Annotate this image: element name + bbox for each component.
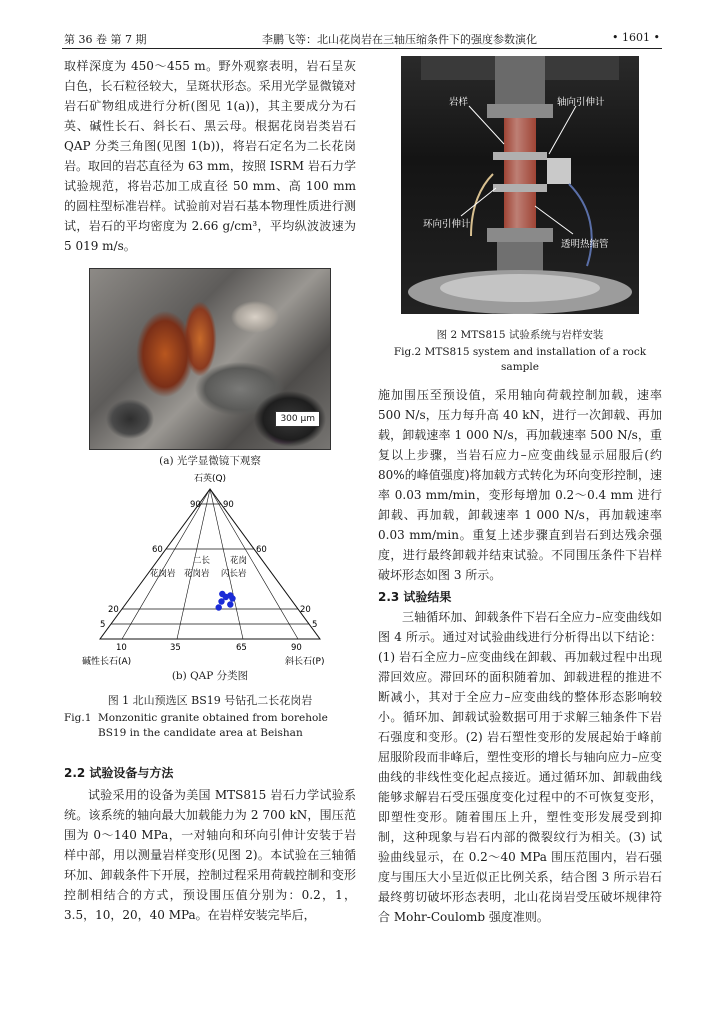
qap-label-90-left: 90 [190,500,201,510]
qap-label-60-right: 60 [256,545,267,555]
qap-field-grano-1: 花岗 [230,556,248,566]
label-heat-shrink-sleeve: 透明热缩管 [561,239,609,250]
section-2-3-title: 2.3 试验结果 [378,590,452,604]
running-title: 李鹏飞等：北山花岗岩在三轴压缩条件下的强度参数演化 [262,33,537,46]
section-2-2-text: 试验采用的设备为美国 MTS815 岩石力学试验系统。该系统的轴向最大加载能力为 2 700 kN，围压范围为 0～140 MPa，一对轴向和环向引伸计安装于岩样中部，用以测量岩样变形(见图 2)。本试验在三轴循环加、卸载条件下开展，控制过程采用荷载控制和变形控制相结合的方式，预设围压值分别为：0.2，1，3.5，10，20，40 MPa。在岩样安装完毕后， [64,788,356,922]
qap-sample-point-6 [216,604,222,610]
section-2-2-title: 2.2 试验设备与方法 [64,766,174,780]
axial-extensometer-ring [493,152,547,160]
qap-vertex-p: 斜长石(P) [285,657,325,667]
fig1-caption-en-label: Fig.1 [64,712,92,724]
fig1b-caption: (b) QAP 分类图 [171,670,249,682]
qap-vertex-a: 碱性长石(A) [82,657,132,667]
fig1-caption-en-block [64,711,356,741]
fig2-caption-cn: 图 2 MTS815 试验系统与岩样安装 [436,329,604,341]
label-axial-extensometer: 轴向引伸计 [557,97,605,108]
qap-field-granite: 花岗岩 [150,569,176,579]
qap-radial-90 [210,489,298,639]
heat-shrink-sleeve [504,118,536,228]
qap-label-60-left: 60 [152,545,163,555]
qap-label-20-right: 20 [300,605,311,615]
fig1b-qap-diagram [80,469,340,669]
qap-field-monzo-1: 二长 [193,556,211,566]
fig1a-micrograph [89,268,331,450]
cable-right [569,184,592,266]
qap-bottom-90: 90 [291,643,302,653]
hoop-extensometer-ring [493,184,547,192]
fig2-caption-en: Fig.2 MTS815 system and installation of a rock sample [393,346,647,373]
qap-sample-point-7 [227,592,233,598]
fig2-photo [401,56,639,314]
right-paragraph-1: 施加围压至预设值，采用轴向荷载控制加载，速率 500 N/s，压力每升高 40 kN，进行一次卸载、再加载，卸载速率 1 000 N/s，再加载速率 500 N/s，重复以上步骤，当岩石应力–应变曲线显示屈服后(约 80%的峰值强度)将加载方式转化为环向变形控制，速率 0.03 mm/min，变形每增加 0.2～0.4 mm 进行卸载、再加载，卸载速率 1 000 N/s，再加载速率 0.03 mm/min。重复上述步骤直到岩石到达残余强度，进行最终卸载并结束试验。不同围压条件下岩样破坏形态如图 3 所示。 [378,388,662,582]
lower-platen [487,228,553,242]
qap-bottom-35: 35 [170,643,181,653]
leader-hoop [461,188,496,216]
scale-bar-label: 300 μm [275,411,320,427]
qap-bottom-10: 10 [116,643,127,653]
qap-sample-points [216,591,236,611]
section-2-3-text: 三轴循环加、卸载条件下岩石全应力–应变曲线如图 4 所示。通过对试验曲线进行分析得出以下结论：(1) 岩石全应力–应变曲线在卸载、再加载过程中出现滞回效应。滞回环的面积随着加、卸载进程的推进不断减小，其对于全应力–应变曲线的整体形态影响较小。循环加、卸载试验数据可用于求解三轴条件下岩石强度和变形。(2) 岩石塑性变形的发展起始于峰前屈服阶段而非峰后，塑性变形的增长与轴向应力–应变曲线的非线性变化起点接近。通过循环加、卸载曲线能够求解岩石受压强度变化过程中的不可恢复变形，即塑性变形。随着围压上升，塑性变形发展受到抑制，这种现象与岩石内部的微裂纹行为相关。(3) 试验曲线显示，在 0.2～40 MPa 围压范围内，岩石强度与围压大小呈近似正比例关系，结合图 3 所示岩石最终剪切破坏形态表明，北山花岗岩受压破坏规律符合 Mohr-Coulomb 强度准则。 [378,610,662,924]
upper-platen [487,104,553,118]
qap-sample-point-3 [218,598,224,604]
base-plate-inner [440,274,600,302]
right-column [378,56,662,927]
qap-bottom-65: 65 [236,643,247,653]
qap-sample-point-2 [219,591,225,597]
intro-paragraph: 取样深度为 450～455 m。野外观察表明，岩石呈灰白色，长石粒径较大，呈斑状形态。采用光学显微镜对岩石矿物组成进行分析(图见 1(a))，其主要成分为石英、碱性长石、斜长石、黑云母。根据花岗岩类岩石 QAP 分类三角图(见图 1(b))，将岩石定名为二长花岗岩。取回的岩芯直径为 63 mm，按照 ISRM 岩石力学试验规范，将岩芯加工成直径 50 mm、高 100 mm 的圆柱型标准岩样。试验前对岩石基本物理性质进行测试，岩石的平均密度为 2.66 g/cm³，平均纵波波速为 5 019 m/s。 [64,59,356,253]
qap-sample-point-5 [227,601,233,607]
label-sample: 岩样 [449,97,469,108]
page-number: • 1601 • [612,31,660,44]
lower-piston [497,242,543,272]
page-header [62,26,662,49]
volume-issue: 第 36 卷 第 7 期 [64,33,147,46]
qap-label-90-right: 90 [223,500,234,510]
extensometer-body [547,158,571,184]
left-column [64,56,356,925]
qap-vertex-q: 石英(Q) [193,474,227,484]
qap-label-5-right: 5 [312,620,318,630]
qap-label-20-left: 20 [108,605,119,615]
qap-field-monzo-2: 花岗岩 [184,569,210,579]
qap-label-5-left: 5 [100,620,106,630]
qap-field-grano-2: 闪长岩 [221,569,247,579]
upper-piston [495,56,545,112]
fig1-caption-cn: 图 1 北山预选区 BS19 号钻孔二长花岗岩 [107,694,313,707]
label-hoop-extensometer: 环向引伸计 [423,219,471,230]
leader-axial [549,106,576,154]
fig1a-caption: (a) 光学显微镜下观察 [159,455,261,467]
fig1-caption-en: Monzonitic granite obtained from borehole BS19 in the candidate area at Beishan [98,712,328,739]
